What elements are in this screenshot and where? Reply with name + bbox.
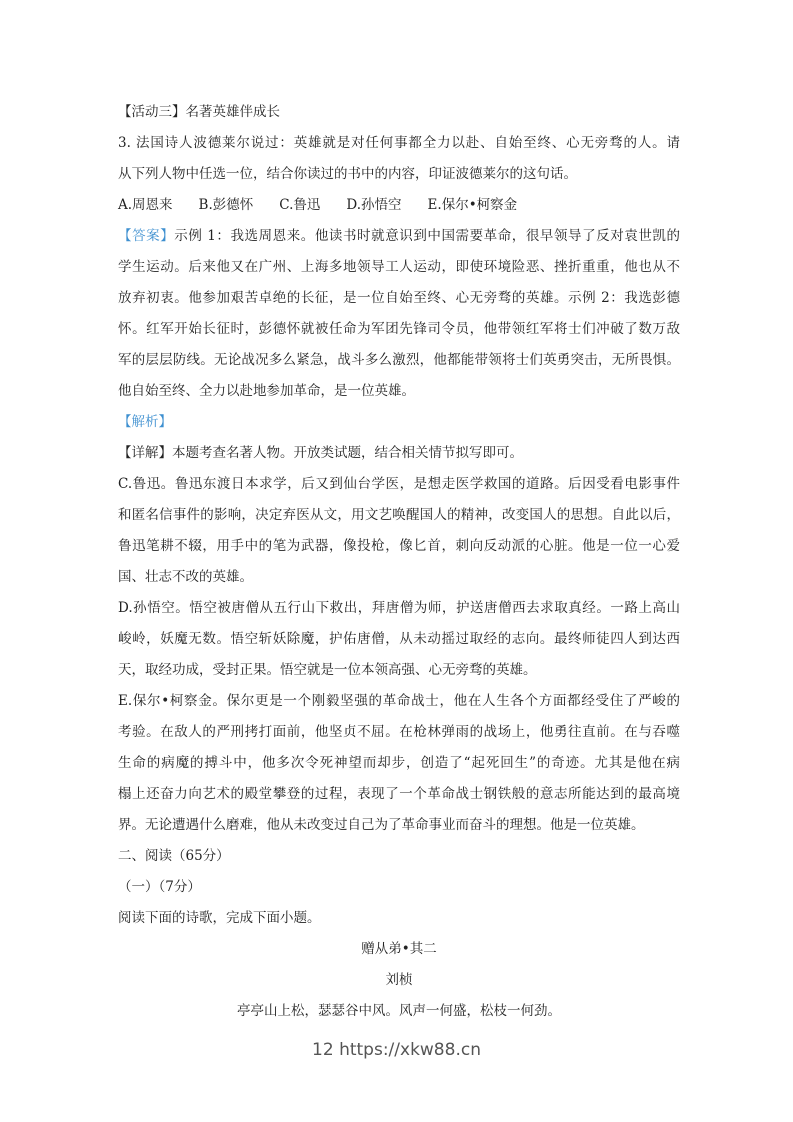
section-heading: 二、阅读（65分） [118, 848, 230, 864]
para-d-line: 峻岭，妖魔无数。悟空斩妖除魔，护佑唐僧，从未动摇过取经的志向。最终师徒四人到达西 [118, 631, 680, 647]
answer-line: 他自始至终、全力以赴地参加革命，是一位英雄。 [118, 383, 415, 399]
answer-line: 军的层层防线。无论战况多么紧急，战斗多么激烈，他都能带领将士们英勇突击，无所畏惧。 [118, 352, 680, 368]
option-e: E.保尔•柯察金 [427, 197, 518, 213]
answer-line: 学生运动。后来他又在广州、上海多地领导工人运动，即使环境险恶、挫折重重，他也从不 [118, 259, 680, 275]
question-line: 从下列人物中任选一位，结合你读过的书中的内容，印证波德莱尔的这句话。 [118, 166, 577, 182]
answer-text: 示例 1：我选周恩来。他读书时就意识到中国需要革命，很早领导了反对袁世凯的 [174, 228, 680, 244]
para-e-line: 生命的病魔的搏斗中，他多次令死神望而却步，创造了“起死回生”的奇迹。尤其是他在病 [118, 755, 680, 771]
para-d-line: D.孙悟空。悟空被唐僧从五行山下救出，拜唐僧为师，护送唐僧西去求取真经。一路上高山 [118, 600, 680, 616]
instruction: 阅读下面的诗歌，完成下面小题。 [118, 910, 321, 926]
poem-author: 刘桢 [385, 972, 413, 988]
poem-line: 亭亭山上松，瑟瑟谷中风。风声一何盛，松枝一何劲。 [237, 1003, 561, 1019]
analysis-tag: 【解析】 [118, 414, 172, 430]
para-e-line: 榻上还奋力向艺术的殿堂攀登的过程，表现了一个革命战士钢铁般的意志所能达到的最高境 [118, 786, 680, 802]
para-e-line: 界。无论遭遇什么磨难，他从未改变过自己为了革命事业而奋斗的理想。他是一位英雄。 [118, 817, 645, 833]
para-e-line: E.保尔•柯察金。保尔更是一个刚毅坚强的革命战士，他在人生各个方面都经受住了严峻的 [118, 693, 680, 709]
para-e-line: 考验。在敌人的严刑拷打面前，他坚贞不屈。在枪林弹雨的战场上，他勇往直前。在与吞噬 [118, 724, 680, 740]
poem-title: 赠从弟•其二 [361, 941, 437, 957]
answer-line: 放弃初衷。他参加艰苦卓绝的长征，是一位自始至终、心无旁骛的英雄。示例 2：我选彭德 [118, 290, 680, 306]
option-b: B.彭德怀 [198, 197, 254, 213]
detail-line: 【详解】本题考查名著人物。开放类试题，结合相关情节拟写即可。 [118, 445, 523, 461]
option-a: A.周恩来 [118, 197, 173, 213]
page-footer: 12 https://xkw88.cn [312, 1040, 481, 1060]
subsection-heading: （一）（7分） [118, 879, 201, 895]
option-c: C.鲁迅 [279, 197, 321, 213]
para-c-line: 和匿名信事件的影响，决定弃医从文，用文艺唤醒国人的精神，改变国人的思想。自此以后， [118, 507, 680, 523]
question-line: 3. 法国诗人波德莱尔说过：英雄就是对任何事都全力以赴、自始至终、心无旁骛的人。请 [118, 135, 680, 151]
para-c-line: 鲁迅笔耕不辍，用手中的笔为武器，像投枪，像匕首，刺向反动派的心脏。他是一位一心爱 [118, 538, 680, 554]
answer-line [118, 221, 680, 252]
para-c-line: 国、壮志不改的英雄。 [118, 569, 253, 585]
document-body [118, 97, 680, 1027]
para-d-line: 天，取经功成，受封正果。悟空就是一位本领高强、心无旁骛的英雄。 [118, 662, 537, 678]
activity-title: 【活动三】名著英雄伴成长 [118, 104, 280, 120]
option-d: D.孙悟空 [346, 197, 402, 213]
para-c-line: C.鲁迅。鲁迅东渡日本求学，后又到仙台学医，是想走医学救国的道路。后因受看电影事件 [118, 476, 680, 492]
options [118, 190, 680, 221]
answer-line: 怀。红军开始长征时，彭德怀就被任命为军团先锋司令员，他带领红军将士们冲破了数万敌 [118, 321, 680, 337]
answer-tag: 【答案】 [118, 228, 175, 244]
